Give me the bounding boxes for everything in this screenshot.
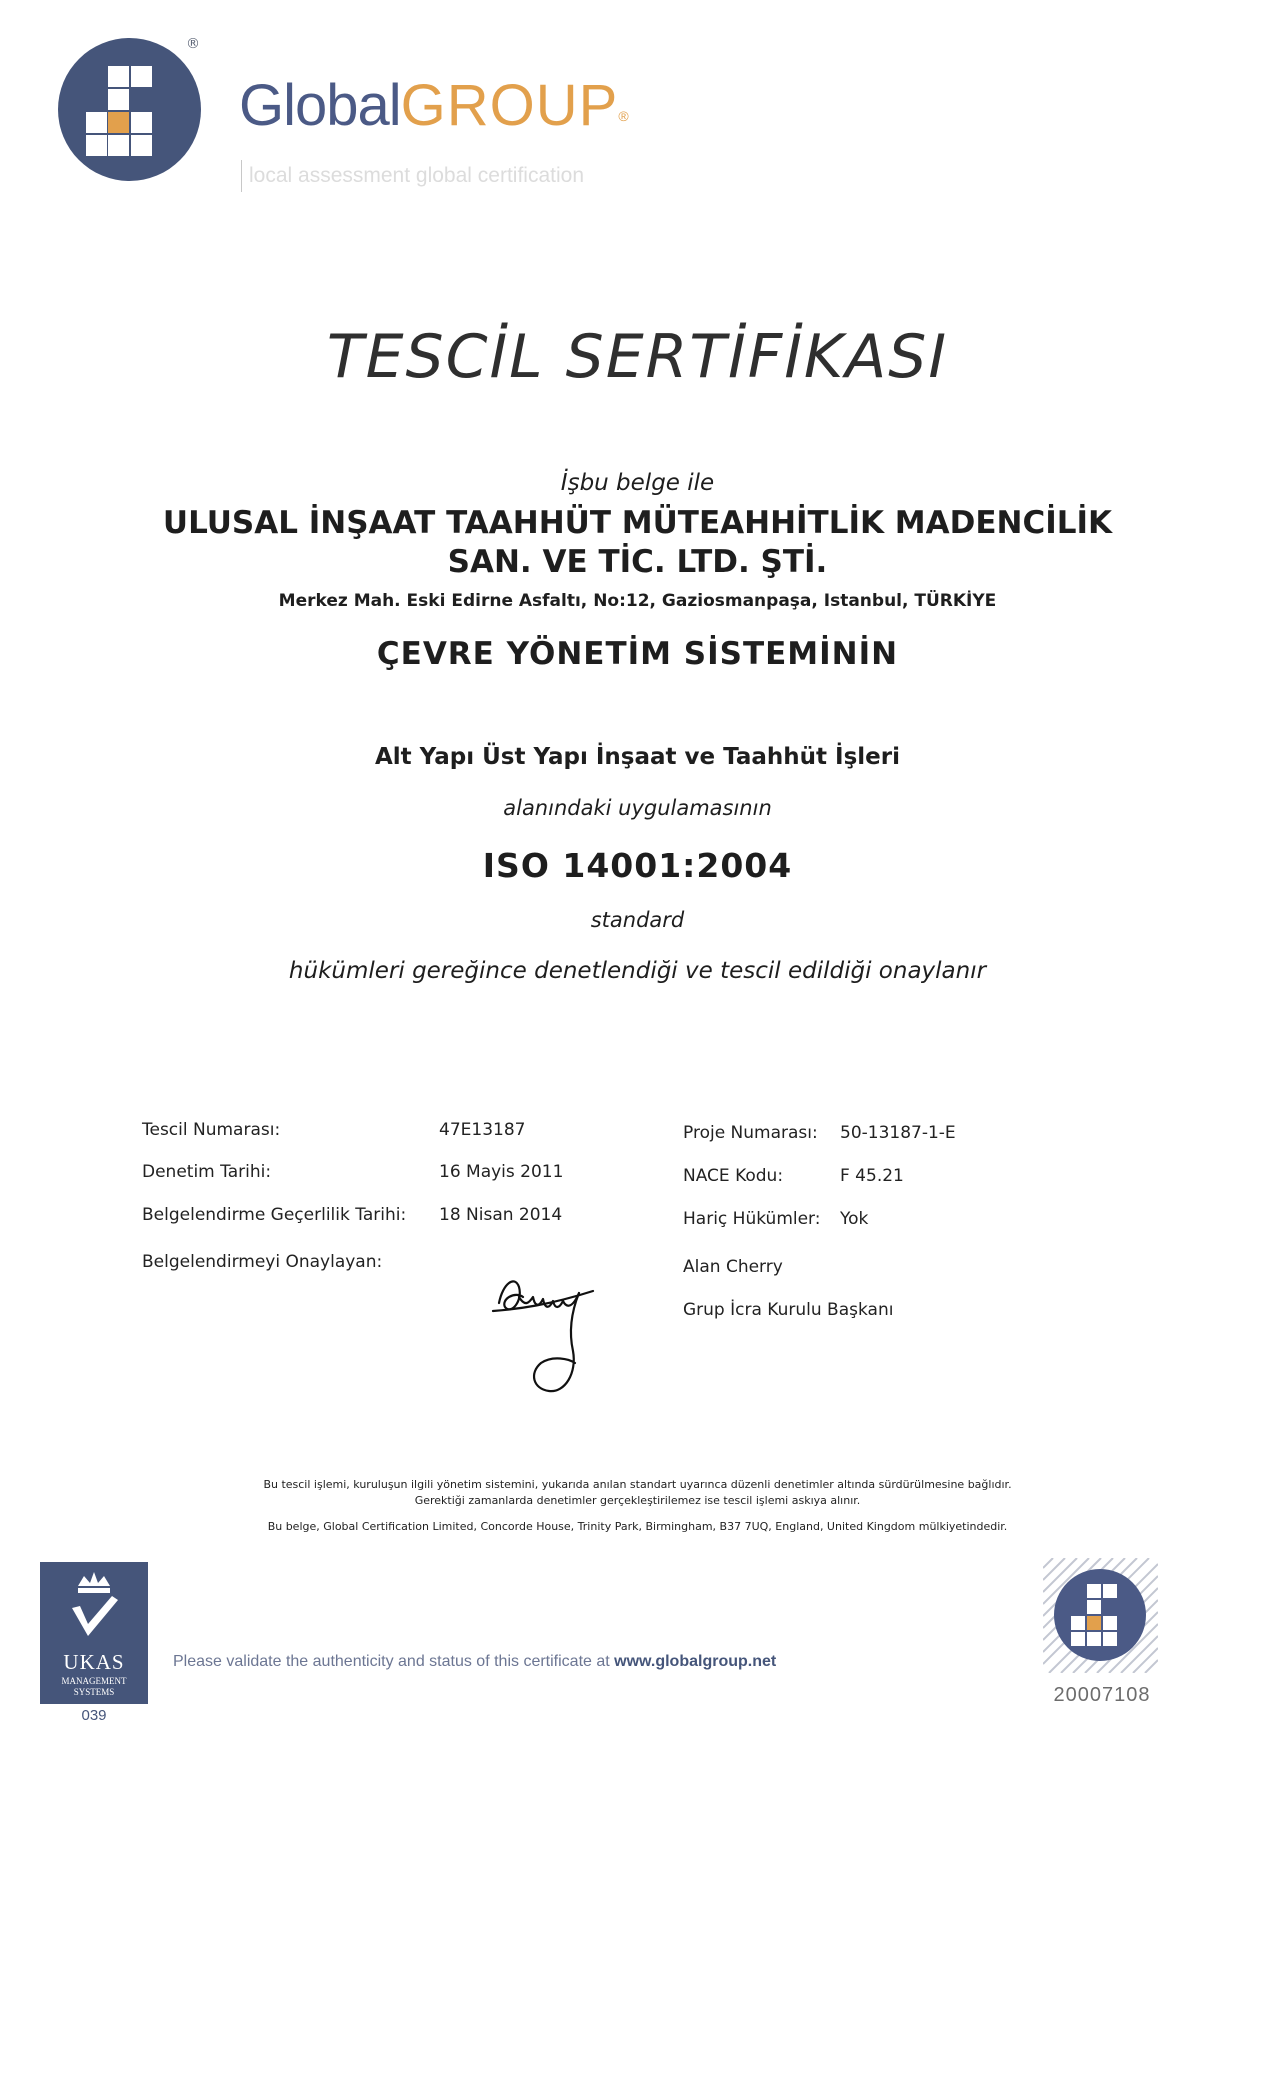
standard-subtext: standard	[590, 908, 685, 932]
company-name-line2: SAN. VE TİC. LTD. ŞTİ.	[447, 544, 828, 580]
exclusions-label: Hariç Hükümler:	[683, 1209, 821, 1229]
company-name-line1: ULUSAL İNŞAAT TAAHHÜT MÜTEAHHİTLİK MADENCİLİK	[162, 505, 1113, 541]
ukas-number: 039	[81, 1707, 107, 1724]
validity-date: 18 Nisan 2014	[439, 1205, 563, 1225]
brand-tagline: local assessment global certification	[241, 160, 584, 192]
certificate-title: TESCİL SERTİFİKASI	[326, 322, 949, 392]
ukas-subtitle-2: SYSTEMS	[73, 1687, 115, 1697]
ukas-badge	[40, 1562, 148, 1704]
brand-registered-mark: ®	[618, 108, 628, 124]
project-number: 50-13187-1-E	[840, 1123, 956, 1143]
validation-link[interactable]: www.globalgroup.net	[614, 1653, 777, 1670]
brand-global: Global	[239, 73, 401, 138]
registered-mark: ®	[186, 36, 200, 52]
signatory-title: Grup İcra Kurulu Başkanı	[683, 1300, 894, 1320]
registration-number-label: Tescil Numarası:	[142, 1120, 281, 1140]
approver-label: Belgelendirmeyi Onaylayan:	[142, 1252, 383, 1272]
validation-notice	[173, 1653, 776, 1671]
audit-date-label: Denetim Tarihi:	[142, 1162, 272, 1182]
footer-note-3: Bu belge, Global Certification Limited, Concorde House, Trinity Park, Birmingham, B37 7UQ, England, United Kingdom mülkiyetindedir.	[267, 1520, 1008, 1533]
certification-scope: Alt Yapı Üst Yapı İnşaat ve Taahhüt İşleri	[374, 744, 900, 770]
nace-code-label: NACE Kodu:	[683, 1166, 784, 1186]
crown-check-icon	[40, 1566, 148, 1656]
certificate-seal-icon	[1043, 1558, 1158, 1673]
signature-icon	[489, 1263, 609, 1408]
iso-standard: ISO 14001:2004	[482, 846, 793, 885]
company-address: Merkez Mah. Eski Edirne Asfaltı, No:12, Gaziosmanpaşa, Istanbul, TÜRKİYE	[278, 591, 997, 611]
certificate-intro: İşbu belge ile	[560, 470, 715, 496]
validation-text: Please validate the authenticity and status of this certificate at	[173, 1653, 615, 1670]
scope-subtext: alanındaki uygulamasının	[503, 796, 772, 820]
project-number-label: Proje Numarası:	[683, 1123, 818, 1143]
validity-date-label: Belgelendirme Geçerlilik Tarihi:	[142, 1205, 407, 1225]
management-system: ÇEVRE YÖNETİM SİSTEMİNİN	[376, 636, 899, 672]
globalgroup-logo-icon	[58, 38, 201, 181]
nace-code: F 45.21	[840, 1166, 904, 1186]
approval-statement: hükümleri gereğince denetlendiği ve tescil edildiği onaylanır	[288, 958, 987, 984]
brand-group: GROUP	[400, 73, 619, 138]
signatory-name: Alan Cherry	[683, 1257, 783, 1277]
brand-name	[239, 72, 628, 139]
ukas-title: UKAS	[63, 1650, 125, 1674]
footer-note-1: Bu tescil işlemi, kuruluşun ilgili yönetim sistemini, yukarıda anılan standart uyarınca düzenli denetimler altında sürdürülmesine bağlıdır.	[263, 1478, 1012, 1491]
footer-note-2: Gerektiği zamanlarda denetimler gerçekleştirilemez ise tescil işlemi askıya alınır.	[414, 1494, 861, 1507]
exclusions-value: Yok	[840, 1209, 869, 1229]
registration-number: 47E13187	[439, 1120, 526, 1140]
audit-date: 16 Mayis 2011	[439, 1162, 564, 1182]
ukas-subtitle-1: MANAGEMENT	[61, 1676, 127, 1686]
certificate-id: 20007108	[1053, 1684, 1151, 1706]
